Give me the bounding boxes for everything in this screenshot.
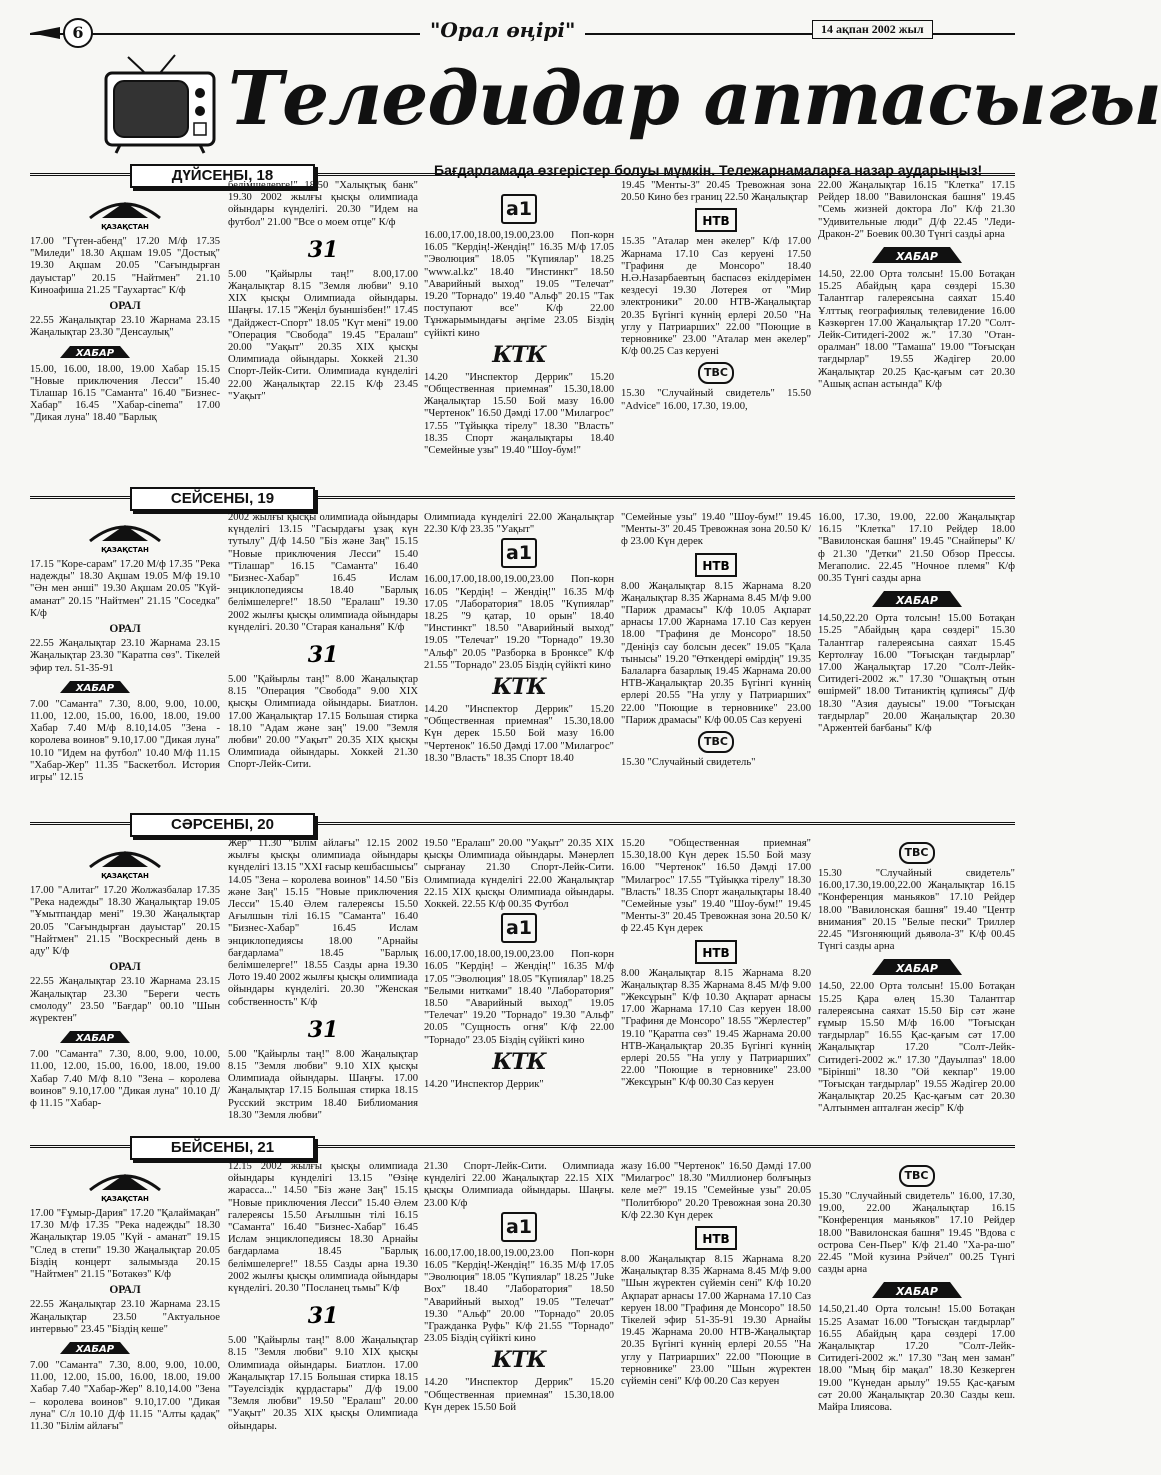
oral-label: ОРАЛ [109, 961, 141, 974]
wednesday-column-1 [30, 841, 220, 1140]
channel-31-schedule: 5.00 "Қайырлы таң!" 8.00 Жаңалықтар 8.15 "Земля любви" 9.10 XIX қысқы Олимпиада ойындары. Шаңғы. 17.00 Жаңалықтар 17.15 Большая стирка 18.15 Русский экстрим 18.40 Библиомания 18.30 "Земля любви" [228, 1048, 418, 1121]
ktk-schedule-cont: жазу 16.00 "Чертенок" 16.50 Дәмді 17.00 "Милагрос" 18.30 "Миллионер болғыңыз келе ме?" 19.15 "Семейные узы" 20.05 "Политбюро" 20.20 Тревожная зона 20.30 К/ф 22.30 Күн дерек [621, 1161, 811, 1221]
khabar-schedule: 15.00, 16.00, 18.00, 19.00 Хабар 15.15 "Новые приключения Лесси" 15.40 Тілашар 16.15 "Саманта" 16.40 "Бизнес-Хабар" 16.45 "Хабар-cinema" 17.00 "Дикая луна" 18.40 "Барлық [30, 363, 220, 424]
kazakhstan-logo [80, 517, 170, 555]
tuesday-column-2 [228, 512, 418, 817]
tuesday-column-5 [818, 512, 1015, 817]
kazakhstan-logo [80, 194, 170, 232]
oral-schedule: 22.55 Жаңалықтар 23.10 Жарнама 23.15 Жаңалықтар 23.30 "Береги честь смолоду" 23.50 "Бағдар" 00.10 "Шын жүректен" [30, 976, 220, 1025]
wednesday-column-3 [424, 838, 614, 1140]
svg-text:ҚАЗАҚСТАН: ҚАЗАҚСТАН [101, 872, 149, 880]
ktk-schedule-cont: "Семейные узы" 19.40 "Шоу-бум!" 19.45 "Менты-3" 20.45 Тревожная зона 20.50 К/ф 23.00 Күн дерек [621, 512, 811, 548]
kazakhstan-schedule: 17.00 "Ғұмыр-Дария" 17.20 "Қалаймақан" 17.30 М/ф 17.35 "Река надежды" 18.30 Жаңалықтар 19.05 "Күй - аманат" 19.15 "След в степи" 19.30 Жаңалықтар 20.05 Біздің концерт залымызда 20.15 "Найтмен" 21.15 "Ботакөз" К/ф [30, 1208, 220, 1281]
khabar2-schedule: 14.50,22.20 Орта толсын! 15.00 Ботақан 15.25 "Абайдың қара сөздері" 15.30 Талантгар галереясына саяхат 15.45 Кертолғау 16.00 "Тоғысқан тағдырлар" 17.00 Жаңалықтар 17.20 "Солт-Лейк-Ситидегі-2002 ж." 17.30 "Ошақтың отын өшірмей" 18.00 Титаниктің құпиясы" Д/ф 18.30 "Азия дауысы" 19.00 "Тоғысқан тағдырлар" 20.00 Жаңалықтар 20.30 "Аржентей бағбаны" К/ф [818, 613, 1015, 735]
monday-column-5 [818, 180, 1015, 490]
a1-schedule: 16.00,17.00,18.00,19.00,23.00 Поп-корн 16.05 "Кердің!-Жендің!" 16.35 М/ф 17.05 "Эволюция" 18.05 "Күпиялар" 18.25 "www.al.kz" 18.40 "Инстинкт" 18.50 "Аварийный выход" 19.05 "Телечат" 19.20 "Торнадо" 19.40 "Альф" 20.15 "Так поступают все" К/ф 22.00 Тұнжарымындағы әңгіме 23.05 Біздің сүйікті кино [424, 230, 614, 339]
ktk-schedule: 14.20 "Инспектор Деррик" 15.20 "Общественная приемная" 15.30,18.00 Күн дерек 15.50 Бой мазу 16.00 "Чертенок" 16.50 Дәмді 17.00 "Милагрос" 18.30 "Власть" 18.35 Спорт 18.40 [424, 704, 614, 764]
ktk-schedule-cont: 15.20 "Общественная приемная" 15.30,18.00 Күн дерек 15.50 Бой мазу 16.00 "Чертенок" 16.50 Дәмді 17.00 "Милагрос" 17.55 "Тұйықка тірелу" 18.30 "Власть" 18.35 Спорт жаңалықтары 18.40 "Семейные узы" 19.40 "Шоу-бум!" 19.45 "Менты-3" 20.45 Тревожная зона 20.50 К/ф 22.45 Күн дерек [621, 838, 811, 935]
khabar2-logo [872, 1280, 962, 1300]
channel-31-logo [308, 1013, 338, 1043]
khabar-schedule-cont: 2002 жылғы қысқы олимпиада ойындары күнделігі 13.15 "Гасырдағы ұзақ күн тутылу" Д/ф 14.50 "Біз және Заң" 15.15 "Новые приключения Лесси" 15.40 "Тілашар" 16.15 "Саманта" 16.40 "Бизнес-Хабар" 16.45 Ислам энциклопедиясы 18.40 "Барлық белімшелерге!" 18.50 "Ералаш" 19.30 2002 жылғы қысқы олимпиада ойындары күнделігі. 20.30 "Старая канальня" К/ф [228, 512, 418, 633]
ntv-logo [695, 940, 737, 964]
svg-text:НТВ: НТВ [702, 558, 730, 573]
ntv-schedule: 8.00 Жаңалықтар 8.15 Жарнама 8.20 Жаңалықтар 8.35 Жарнама 8.45 М/ф 9.00 "Париж драмасы" К/ф 10.05 Ақпарат арнасы 17.00 Жарнама 17.10 Саз керуен 18.00 "Графиня де Монсоро" 18.50 "Деніңіз сау болсын десек" 19.05 "Қала тынысы" 19.20 "Өткендері өмірдің" 19.35 Балаларға базарлық 19.45 Жарнама 20.00 НТВ-Жаңалықтар 20.35 Бүгінгі күннің ерлері 20.55 "На углу у Патриарших" 22.00 "Поющие в терновнике" 23.00 "Париж драмасы" К/ф 00.05 Саз керуені [621, 580, 811, 726]
tbs-schedule-cont: 22.00 Жаңалықтар 16.15 "Клетка" 17.15 Рейдер 18.00 "Вавилонская башня" 19.45 "Семь жизней доктора Ло" К/ф 21.30 "Удивительные люди" Д/ф 22.45 "Леди-Дракон-2" Боевик 00.30 Түнгі саздьі арна [818, 180, 1015, 240]
kazakhstan-schedule: 17.00 "Алитаг" 17.20 Жолжазбалар 17.35 "Река надежды" 18.30 Жаңалықтар 19.05 "Ұмытпаңдар мені" 19.30 Жаңалықтар 20.05 "Сағындырған дауыстар" 20.15 "Найтмен" 21.15 "Воскресный день в аду" К/ф [30, 885, 220, 958]
header-arrow [30, 27, 60, 39]
khabar2-logo [872, 589, 962, 609]
kazakhstan-logo [80, 1166, 170, 1204]
svg-text:НТВ: НТВ [702, 1232, 730, 1247]
channel-31-schedule: 5.00 "Қайырлы таң!" 8.00 Жаңалықтар 8.15 "Земля любви" 9.10 XIX қысқы Олимпиада ойындары. Биатлон. 17.00 Жаңалықтар 17.15 Большая стирка 18.15 "Тәуелсіздік құрдастары" Д/ф 19.00 "Земля любви" 19.50 "Ералаш" 20.00 "Уақыт" 20.35 XIX қысқы Олимпиада ойындары. [228, 1335, 418, 1432]
khabar-schedule: 7.00 "Саманта" 7.30, 8.00, 9.00, 10.00, 11.00, 12.00, 15.00, 16.00, 18.00, 19.00 Хабар 7.40 "Хабар-Жер" 8.10,14.00 "Зена – королева воинов" 9.10,17.00 "Дикая луна" С/л 10.10 Д/ф 11.15 "Алты қадақ" 11.30 "Білім айлағы" [30, 1360, 220, 1433]
svg-text:ХАБАР: ХАБАР [75, 682, 115, 694]
khabar-schedule: 7.00 "Саманта" 7.30, 8.00, 9.00, 10.00, 11.00, 12.00, 15.00, 16.00, 18.00, 19.00 Хабар 7.40 М/ф 8.10 "Зена – королева воинов" 9.10,17.00 "Дикая луна" 10.10 Д/ф 11.15 "Хабар- [30, 1049, 220, 1110]
oral-schedule: 22.55 Жаңалықтар 23.10 Жарнама 23.15 Жаңалықтар 23.50 "Актуальное интервью" 23.45 "Біздің кеше" [30, 1299, 220, 1335]
ntv-schedule: 8.00 Жаңалықтар 8.15 Жарнама 8.20 Жаңалықтар 8.35 Жарнама 8.45 М/ф 9.00 "Жексұрын" К/ф 10.30 Ақпарат арнасы 17.00 Жарнама 17.10 Саз керуен 18.00 "Графиня де Монсоро" 18.55 "Жерлестер" 19.10 "Қаратпа сөз" 19.45 Жарнама 20.00 НТВ-Жаңалықтар 20.35 Бүгінгі күннің ерлері 20.55 "На углу у Патриарших" 22.00 "Поющие в терновнике" 23.00 "Жексұрын" К/ф 00.30 Саз керуен [621, 967, 811, 1089]
subtitle-notice: Бағдарламада өзгерістер болуы мүмкін. Тележарнамаларға назар аударыңыз! [434, 162, 983, 178]
tbs-schedule: 15.30 "Случайный свидетель" [621, 757, 756, 769]
svg-text:НТВ: НТВ [702, 945, 730, 960]
page-title: Теледидар аптасыгы [228, 56, 1161, 142]
khabar-logo [60, 1029, 130, 1045]
tbs-schedule: 15.30 "Случайный свидетель" 16.00, 17.30, 19.00, 22.00 Жаңалықтар 16.15 "Конференция маньяков" 17.10 Рейдер 18.00 "Вавилонская башня" 19.45 "Вдова с острова Сен-Пьер" К/ф 21.40 "Ха-ра-шо" 22.45 "Мой кузина Рэйчел" 00.25 Түнгі сазды арна [818, 1191, 1015, 1276]
ktk-logo: КТК [492, 674, 546, 701]
svg-text:31: 31 [307, 642, 339, 669]
khabar-logo [60, 1340, 130, 1356]
khabar2-schedule: 14.50,21.40 Орта толсын! 15.00 Ботақан 15.25 Азамат 16.00 "Тоғысқан тағдырлар" 16.55 Абайдың қара сөздері 17.00 Жаңалықтар 17.20 "Солт-Лейк-Ситидегі-2002 ж." 17.30 "Заң мен заман" 18.00 "Мың бір мақал" 18.30 Кезкерген 19.00 "Күнедан арылу" 19.55 Қас-қағым сәт 20.00 Жаңалықтар 20.30 Сазды кеш. Майра Ілиясова. [818, 1304, 1015, 1414]
ntv-schedule: 15.35 "Аталар мен әкелер" К/ф 17.00 Жарнама 17.10 Саз керуені 17.50 "Графиня де Монсоро" 18.40 Н.Ә.Назарбаевтың баспасөз екілдерімен кездесуі 19.30 Лотерея от "Мир электроники" 20.00 НТВ-Жаңалықтар 20.35 Бүгінгі күннің ерлері 20.50 "На углу у Патриарших" 22.00 "Поющие в терновнике" 23.00 "Аталар мен әкелер" К/ф 00.25 Саз керуені [621, 236, 811, 358]
day-heading-monday: ДҮЙСЕНБІ, 18 [130, 164, 315, 188]
svg-text:ХАБАР: ХАБАР [75, 347, 115, 359]
kazakhstan-schedule: 17.15 "Коре-сарам" 17.20 М/ф 17.35 "Река надежды" 18.30 Ақшам 19.05 М/ф 19.10 "Ән мен әнші" 19.30 Ақшам 20.05 "Күй-аманат" 20.15 "Найтмен" 21.15 "Соседка" К/ф [30, 559, 220, 619]
channel-31-logo [308, 638, 338, 668]
tbs-schedule: 15.30 "Случайный свидетель" 16.00,17.30,19.00,22.00 Жаңалықтар 16.15 "Конференция маньяков" 17.10 Рейдер 18.00 "Вавилонская башня" 19.40 "Центр внимания" 20.15 "Белые пески" Триллер 22.45 "Изгоняющий дьявола-3" К/ф 00.45 Түнгі сазды арна [818, 868, 1015, 953]
thursday-column-4 [621, 1161, 811, 1464]
khabar2-logo [872, 957, 962, 977]
tv-set-icon [100, 55, 220, 155]
khabar-schedule-cont: 12.15 2002 жылғы қысқы олимпиада ойындары күнделігі 13.15 "Өзіңе жарасса..." 14.50 "Біз және Заң" 15.15 "Новые приключения Лесси" 15.40 Әлем галереясы 15.50 Ағылшын тілі 16.15 "Саманта" 16.40 "Бизнес-Хабар" 16.45 Ислам энциклопедиясы 18.30 Арнайы бағдарлама 18.45 "Барлық белімшелерге!" 18.55 Сазды арна 19.30 2002 жылғы қысқы олимпиада ойындары күнделігі. 20.30 "Посланец тьмы" К/ф [228, 1161, 418, 1295]
channel-31-logo [308, 1299, 338, 1329]
day-heading-wednesday: СӘРСЕНБІ, 20 [130, 813, 315, 837]
khabar-schedule-cont: белімшелерге!" 18.50 "Халықтық банк" 19.30 2002 жылғы қысқы олимпиада ойындары күнделігі. 20.30 "Идем на футбол" 21.00 "Все о моем отце" К/ф [228, 180, 418, 228]
tbs-schedule: 15.30 "Случайный свидетель" 15.50 "Advice" 16.00, 17.30, 19.00, [621, 388, 811, 412]
newspaper-name: "Орал өңірі" [420, 18, 585, 42]
oral-label: ОРАЛ [109, 623, 141, 636]
tuesday-column-3 [424, 512, 614, 817]
kazakhstan-schedule: 17.00 "Гүтен-абенд" 17.20 М/ф 17.35 "Миледи" 18.30 Ақшам 19.05 "Достық" 19.30 Ақшам 20.05 "Сағындырған дауыстар" 20.15 "Найтмен" 21.10 Киноафиша 21.25 "Гаухартас" К/ф [30, 236, 220, 296]
day-heading-thursday: БЕЙСЕНБІ, 21 [130, 1136, 315, 1160]
oral-label: ОРАЛ [109, 1284, 141, 1297]
ktk-schedule-cont: 19.45 "Менты-3" 20.45 Тревожная зона 20.50 Кино без границ 22.50 Жаңалықтар [621, 180, 811, 204]
khabar-schedule: 7.00 "Саманта" 7.30, 8.00, 9.00, 10.00, 11.00, 12.00, 15.00, 16.00, 18.00, 19.00 Хабар 7.40 М/ф 8.10,14.05 "Зена - королева воинов" 9.10,17.00 "Дикая луна" 10.10 "Идем на футбол" 10.40 М/ф 11.15 "Хабар-Жер" 11.35 "Баскетбол. История игры" 12.15 [30, 698, 220, 784]
svg-text:ҚАЗАҚСТАН: ҚАЗАҚСТАН [101, 223, 149, 231]
khabar2-logo [872, 245, 962, 265]
ntv-schedule: 8.00 Жаңалықтар 8.15 Жарнама 8.20 Жаңалықтар 8.35 Жарнама 8.45 М/ф 9.00 "Шын жүректен сүйемін сені" К/ф 10.20 Ақпарат арнасы 17.00 Жарнама 17.10 Саз керуен 18.00 "Графиня де Монсоро" 18.50 Тікелей эфир 51-35-91 19.30 Арнайы 19.45 Жарнама 20.00 НТВ-Жаңалықтар 20.35 Бүгінгі күннің ерлері 20.55 "На углу у Патриарших" 22.00 "Поющие в терновнике" 23.00 "Шын жүректен сүйемін сені" К/ф 00.20 Саз керуен [621, 1254, 811, 1388]
khabar-logo [60, 679, 130, 695]
a1-logo: а1 [501, 1212, 537, 1242]
ktk-schedule: 14.20 "Инспектор Деррик" 15.20 "Общественная приемная" 15.30,18.00 Күн дерек 15.50 Бой [424, 1377, 614, 1413]
tbs-logo: ТВС [899, 1165, 935, 1187]
svg-text:31: 31 [307, 1016, 339, 1043]
ktk-logo: КТК [492, 1048, 546, 1075]
kazakhstan-logo [80, 843, 170, 881]
khabar2-schedule: 14.50, 22.00 Орта толсын! 15.00 Ботақан 15.25 Абайдың қара сөздері 15.30 Талантгар галереясына саяхат 15.40 Ұлттық географиялық телевидение 16.00 Кәзкөрген 17.00 Жаңалықтар 17.20 "Солт-Лейк-Ситидегі-2002 ж." 17.30 "Отан-оралман" 18.00 "Тамаша" 19.00 "Тоғысқан тағдырлар" 19.55 Жәдігер 20.00 Жаңалықтар 20.25 Қас-қағым сәт 20.30 "Ашық аспан астында" К/ф [818, 269, 1015, 390]
a1-schedule: 16.00,17.00,18.00,19.00,23.00 Поп-корн 16.05 "Кердің! – Жендің!" 16.35 М/ф 17.05 "Эволюция" 18.05 "Күпиялар" 18.25 "Белыми нитками" 18.40 "Лаборатория" 18.50 "Аварийный выход" 19.05 "Телечат" 19.20 "Торнадо" 19.30 "Альф" 20.05 "Сущность огня" К/ф 22.00 "Торнадо" 23.05 Біздің сүйікті кино [424, 949, 614, 1046]
svg-text:31: 31 [307, 1303, 339, 1330]
channel-31-schedule-cont: 21.30 Спорт-Лейк-Сити. Олимпиада күнделігі 22.00 Жаңалықтар 22.15 XIX қысқы Олимпиада ойындары. Шаңғы. 23.00 К/ф [424, 1161, 614, 1209]
a1-logo: а1 [501, 194, 537, 224]
svg-text:ХАБАР: ХАБАР [895, 1285, 938, 1299]
channel-31-schedule: 5.00 "Қайырлы таң!" 8.00,17.00 Жаңалықтар 8.15 "Земля любви" 9.10 XIX қысқы Олимпиада ойындары. Шаңғы. 17.15 "Жеңіл буыншізбен!" 17.45 "Дайджест-Спорт" 18.05 "Күт мені" 19.00 "Операция "Свобода" 19.45 "Ералаш" 20.00 "Уақыт" 20.35 XIX қысқы Олимпиада ойындары. Хоккей 21.30 Спорт-Лейк-Сити. Олимпиада күнделігі 22.00 Жаңалықтар 22.15 К/ф 23.45 "Уақыт" [228, 268, 418, 402]
wednesday-column-5 [818, 838, 1015, 1140]
ktk-logo: КТК [492, 341, 546, 368]
channel-31-logo [308, 233, 338, 263]
tbs-logo: ТВС [698, 731, 734, 753]
ntv-logo [695, 553, 737, 577]
ktk-schedule: 14.20 "Инспектор Деррик" 15.20 "Общественная приемная" 15.30,18.00 Жаңалықтар 15.50 Бой мазу 16.00 "Чертенок" 16.50 Дәмді 17.00 "Милагрос" 17.55 "Тұйықка тірелу" 18.30 "Власть" 18.35 Спорт жаңалықтары 18.40 "Семейные узы" 19.40 "Шоу-бум!" [424, 371, 614, 457]
khabar2-schedule: 14.50, 22.00 Орта толсын! 15.00 Ботақан 15.25 Қара өлең 15.30 Талантгар галереясына саяхат 15.50 Бір сәт және ғұмыр 15.50 М/ф 16.00 "Тоғысқан тағдырлар" 16.55 Қас-қағым сәт 17.00 Жаңалықтар 17.20 "Солт-Лейк-Ситидегі-2002 ж." 17.30 "Дауылпаз" 18.00 "Бірінші" 18.30 "Ой кекпар" 19.00 "Тоғысқан тағдырлар" 19.55 Жәдігер 20.00 Жаңалықтар 20.25 Қас-қағым сәт 20.30 "Алтынмен апталған жесір" К/ф [818, 981, 1015, 1115]
tbs-logo: ТВС [698, 362, 734, 384]
svg-text:ХАБАР: ХАБАР [895, 962, 938, 976]
tuesday-column-4 [621, 512, 811, 817]
oral-label: ОРАЛ [109, 300, 141, 313]
tuesday-column-1 [30, 515, 220, 817]
issue-date: 14 ақпан 2002 жыл [812, 20, 933, 39]
page-number: 6 [63, 18, 93, 48]
svg-text:ХАБАР: ХАБАР [895, 250, 938, 264]
svg-text:НТВ: НТВ [702, 214, 730, 229]
channel-31-schedule: 5.00 "Қайырлы таң!" 8.00 Жаңалықтар 8.15 "Операция "Свобода" 9.00 XIX қысқы Олимпиада ойындары. Биатлон. 17.00 Жаңалықтар 17.15 Большая стирка 18.10 "Адам және заң" 19.00 "Земля любви" 20.00 "Уақыт" 20.35 XIX қысқы Олимпиада ойындары. Хоккей 21.30 Спорт-Лейк-Сити. [228, 674, 418, 771]
khabar-logo [60, 344, 130, 360]
oral-schedule: 22.55 Жаңалықтар 23.10 Жарнама 23.15 Жаңалықтар 23.30 "Денсаулық" [30, 315, 220, 339]
monday-column-4 [621, 180, 811, 490]
wednesday-column-4 [621, 838, 811, 1140]
ktk-logo: КТК [492, 1347, 546, 1374]
monday-column-1 [30, 192, 220, 490]
ntv-logo [695, 1226, 737, 1250]
tbs-logo: ТВС [899, 842, 935, 864]
channel-31-schedule-cont: Олимпиада күнделігі 22.00 Жаңалықтар 22.30 К/ф 23.35 "Уақыт" [424, 512, 614, 536]
thursday-column-3 [424, 1161, 614, 1464]
svg-text:ХАБАР: ХАБАР [75, 1033, 115, 1045]
oral-schedule: 22.55 Жаңалықтар 23.10 Жарнама 23.15 Жаңалықтар 23.30 "Каратпа сөз". Тікелей эфир тел. 51-35-91 [30, 638, 220, 674]
thursday-column-5 [818, 1161, 1015, 1464]
monday-column-2 [228, 180, 418, 490]
a1-schedule: 16.00,17.00,18.00,19.00,23.00 Поп-корн 16.05 "Кердің! – Жендің!" 16.35 М/ф 17.05 "Лаборатория" 18.05 "Күпиялар" 18.25 "9 қатар, 10 орын" 18.40 "Инстинкт" 18.50 "Аварийный выход" 19.05 "Телечат" 19.20 "Торнадо" 19.30 "Альф" 20.05 "Разборка в Бронксе" К/ф 21.55 "Торнадо" 23.05 Біздің сүйікті кино [424, 574, 614, 671]
channel-31-schedule-cont: 19.50 "Ералаш" 20.00 "Уақыт" 20.35 XIX қысқы Олимпиада ойындары. Мәнерлеп сырғанау 21.30 Спорт-Лейк-Сити. Олимпиада күнделігі 22.00 Жаңалықтар 22.15 XIX қысқы Олимпиада ойындары. Хоккей. 22.55 К/ф 00.35 Футбол [424, 838, 614, 911]
svg-text:ҚАЗАҚСТАН: ҚАЗАҚСТАН [101, 546, 149, 554]
svg-text:ХАБАР: ХАБАР [895, 594, 938, 608]
thursday-column-1 [30, 1164, 220, 1464]
ktk-schedule: 14.20 "Инспектор Деррик" [424, 1078, 544, 1090]
monday-column-3 [424, 192, 614, 490]
svg-text:ХАБАР: ХАБАР [75, 1344, 115, 1356]
a1-schedule: 16.00,17.00,18.00,19.00,23.00 Поп-корн 16.05 "Кердің!-Жендің!" 16.35 М/ф 17.05 "Эволюция" 18.05 "Күпиялар" 18.25 "Juke Box" 18.40 "Лаборатория" 18.50 "Аварийный выход" 19.05 "Телечат" 19.30 "Альф" 20.00 "Торнадо" 20.05 "Гражданка Руфь" К/ф 21.55 "Торнадо" 23.05 Біздің сүйікті кино [424, 1247, 614, 1345]
tbs-schedule-cont: 16.00, 17.30, 19.00, 22.00 Жаңалықтар 16.15 "Клетка" 17.10 Рейдер 18.00 "Вавилонская башня" 19.45 "Снайперы" К/ф 21.30 "Детки" 21.50 Обзор Прессы. Мегаполис. 22.45 "Ночное племя" К/ф 00.35 Түнгі сазды арна [818, 512, 1015, 585]
wednesday-column-2 [228, 838, 418, 1140]
svg-text:31: 31 [307, 236, 339, 263]
day-heading-tuesday: СЕЙСЕНБІ, 19 [130, 487, 315, 511]
thursday-column-2 [228, 1161, 418, 1464]
a1-logo: а1 [501, 913, 537, 943]
ntv-logo [695, 208, 737, 232]
svg-text:ҚАЗАҚСТАН: ҚАЗАҚСТАН [101, 1195, 149, 1203]
a1-logo: а1 [501, 538, 537, 568]
khabar-schedule-cont: Жер" 11.30 "Білім айлағы" 12.15 2002 жылғы қысқы олимпиада ойындары күнделігі 13.15 "XXI ғасыр кешбасшысы" 14.05 "Зена – королева воинов" 14.50 "Біз және Заң" 15.15 "Новые приключения Лесси" 15.40 Әлем галереясы 15.50 Ағылшын тілі 16.15 "Саманта" 16.40 "Бизнес-Хабар" 16.45 Ислам энциклопедиясы 18.00 "Арнайы бағдарлама" 18.45 "Барлық белімшелерге!" 18.55 Сазды арна 19.30 Лото 19.40 2002 жылғы қысқы олимпиада ойындары күнделігі. 20.30 "Женская собственность" К/ф [228, 838, 418, 1008]
